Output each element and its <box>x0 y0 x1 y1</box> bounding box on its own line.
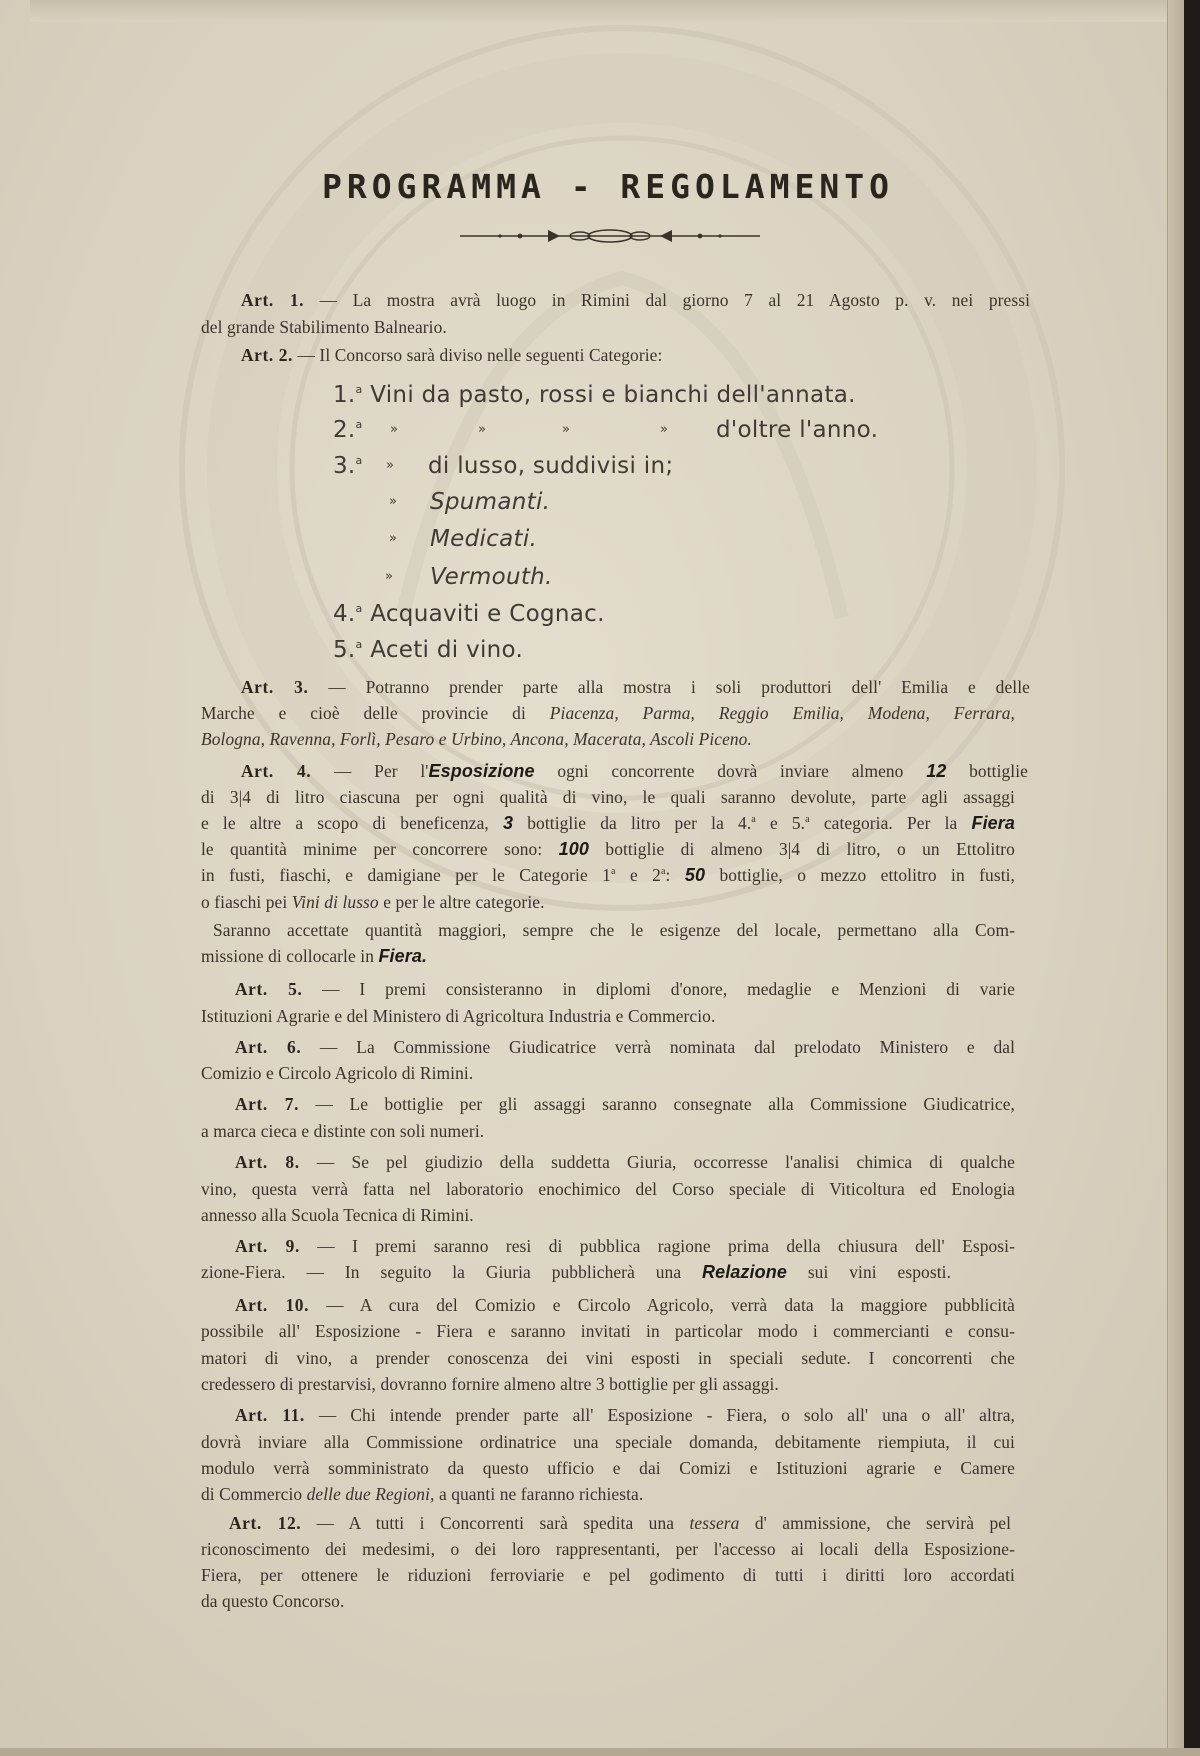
superscript: a <box>751 814 756 825</box>
art-4-text: categoria. Per la <box>823 813 958 833</box>
art-7-text: Le bottiglie per gli assaggi saranno consegnate alla Commissione Giudicatrice, <box>349 1094 1015 1114</box>
category-text: Aceti di vino. <box>370 637 524 663</box>
emphasis-relazione: Relazione <box>702 1262 787 1282</box>
ditto-mark: » <box>389 531 397 546</box>
article-label: Art. 10. <box>235 1295 310 1315</box>
art-4-text: bottiglie <box>969 761 1028 781</box>
art-4-text: e 5. <box>769 813 806 833</box>
category-3-sub-2: Medicati. <box>430 526 538 552</box>
article-label: Art. 9. <box>235 1236 300 1256</box>
art-8-text: Se pel giudizio della suddetta Giuria, occorresse l'analisi chimica di qualche <box>351 1152 1015 1172</box>
article-label: Art. 12. <box>229 1513 302 1533</box>
article-label: Art. 6. <box>235 1037 302 1057</box>
art-11-line-4 <box>201 1484 643 1504</box>
art-3-line-2 <box>201 703 1015 723</box>
superscript: a <box>355 418 363 431</box>
art-4-line-6 <box>201 892 545 912</box>
category-3-number <box>333 453 363 479</box>
art-4-text: bottiglie da litro per la 4. <box>527 813 752 833</box>
vini-di-lusso: Vini di lusso <box>291 892 379 912</box>
art-4-text: e per le altre categorie. <box>383 892 545 912</box>
art-4-text: e 2 <box>629 865 661 885</box>
category-3-text: di lusso, suddivisi in; <box>428 453 674 479</box>
art-9-line-2 <box>201 1262 951 1282</box>
ditto-mark: » <box>390 422 398 437</box>
superscript: a <box>355 638 363 651</box>
art-12-line-3: Fiera, per ottenere le riduzioni ferroviarie e pel godimento di tutti i diritti loro accordati <box>201 1565 1015 1585</box>
ditto-mark: » <box>386 458 394 473</box>
superscript: a <box>355 602 363 615</box>
dash: — <box>297 345 315 365</box>
category-number: 2. <box>333 417 356 443</box>
category-text: Vini da pasto, rossi e bianchi dell'annata. <box>370 382 856 408</box>
art-8-line-2: vino, questa verrà fatta nel laboratorio enochimico del Corso speciale di Viticoltura ed Enologia <box>201 1179 1015 1199</box>
category-2-number <box>333 417 363 443</box>
superscript: a <box>660 866 666 877</box>
art-1-line-2: del grande Stabilimento Balneario. <box>201 317 447 337</box>
art-5-line-1 <box>235 979 1015 999</box>
art-3-line-3: Bologna, Ravenna, Forlì, Pesaro e Urbino, Ancona, Macerata, Ascoli Piceno. <box>201 729 752 749</box>
article-label: Art. 4. <box>241 761 312 781</box>
art-3-text: Potranno prender parte alla mostra i soli produttori dell' Emilia e delle <box>365 677 1030 697</box>
art-10-line-1 <box>235 1295 1015 1315</box>
art-8-line-1 <box>235 1152 1015 1172</box>
superscript: a <box>355 383 363 396</box>
art-7-line-1 <box>235 1094 1015 1114</box>
article-label: Art. 1. <box>241 290 305 310</box>
art-11-line-2: dovrà inviare alla Commissione ordinatrice una speciale domanda, debitamente riempiuta, il cui <box>201 1432 1015 1452</box>
art-5-text: I premi consisteranno in diplomi d'onore, medaglie e Menzioni di varie <box>359 979 1015 999</box>
art-4-text: o fiaschi pei <box>201 892 288 912</box>
art-4-para-2-line-1: Saranno accettate quantità maggiori, sempre che le esigenze del locale, permettano alla Com- <box>213 920 1015 940</box>
article-label: Art. 2. <box>241 345 294 365</box>
dash: — <box>320 1037 338 1057</box>
art-12-text: d' ammissione, che servirà pel <box>754 1513 1011 1533</box>
article-label: Art. 7. <box>235 1094 300 1114</box>
article-label: Art. 8. <box>235 1152 300 1172</box>
dash: — <box>322 979 340 999</box>
category-2-text: d'oltre l'anno. <box>716 417 879 443</box>
art-4-line-1 <box>241 761 1028 781</box>
ditto-mark: » <box>660 422 668 437</box>
art-9-text: sui vini esposti. <box>807 1262 952 1282</box>
emphasis-number: 100 <box>558 839 590 859</box>
art-9-line-1 <box>235 1236 1015 1256</box>
art-2-text: Il Concorso sarà diviso nelle seguenti Categorie: <box>319 345 663 365</box>
emphasis-esposizione: Esposizione <box>428 761 535 781</box>
art-4-text: bottiglie, o mezzo ettolitro in fusti, <box>719 865 1016 885</box>
art-6-text: La Commissione Giudicatrice verrà nominata dal prelodato Ministero e dal <box>356 1037 1015 1057</box>
art-11-line-3: modulo verrà somministrato da questo ufficio e dai Comizi e Istituzioni agrarie e Camere <box>201 1458 1015 1478</box>
dash: — <box>315 1094 333 1114</box>
art-10-line-4: credessero di prestarvisi, dovranno fornire almeno altre 3 bottiglie per gli assaggi. <box>201 1374 779 1394</box>
art-7-line-2: a marca cieca e distinte con soli numeri. <box>201 1121 485 1141</box>
art-12-text: A tutti i Concorrenti sarà spedita una <box>348 1513 675 1533</box>
art-3-text: Marche e cioè delle provincie di <box>201 703 526 723</box>
category-3-sub-3: Vermouth. <box>430 564 553 590</box>
category-text: Acquaviti e Cognac. <box>370 601 605 627</box>
dash: — <box>317 1236 335 1256</box>
provinces-list: Piacenza, Parma, Reggio Emilia, Modena, Ferrara, <box>549 703 1015 723</box>
ditto-mark: » <box>385 569 393 584</box>
art-10-line-2: possibile all' Esposizione - Fiera e saranno invitati in particolar modo i commercianti e consu- <box>201 1321 1015 1341</box>
page-title: PROGRAMMA - REGOLAMENTO <box>322 167 894 206</box>
art-3-line-1 <box>241 677 1030 697</box>
art-12-line-1 <box>229 1513 1011 1533</box>
art-10-text: A cura del Comizio e Circolo Agricolo, verrà data la maggiore pubblicità <box>359 1295 1015 1315</box>
art-9-text: zione-Fiera. — In seguito la Giuria pubblicherà una <box>201 1262 682 1282</box>
art-11-text: Chi intende prender parte all' Esposizione - Fiera, o solo all' una o all' altra, <box>350 1405 1016 1425</box>
article-label: Art. 3. <box>241 677 309 697</box>
art-4-line-3 <box>201 813 1015 833</box>
art-4-text: missione di collocarle in <box>201 946 374 966</box>
art-4-line-4 <box>201 839 1015 859</box>
art-4-text: bottiglie di almeno 3|4 di litro, o un Ettolitro <box>605 839 1015 859</box>
art-6-line-1 <box>235 1037 1015 1057</box>
emphasis-fiera: Fiera <box>971 813 1016 833</box>
dash: — <box>326 1295 344 1315</box>
ditto-mark: » <box>389 494 397 509</box>
emphasis-number: 50 <box>684 865 706 885</box>
tessera: tessera <box>689 1513 740 1533</box>
art-1-text: La mostra avrà luogo in Rimini dal giorno 7 al 21 Agosto p. v. nei pressi <box>352 290 1030 310</box>
art-12-line-4: da questo Concorso. <box>201 1591 345 1611</box>
art-9-text: I premi saranno resi di pubblica ragione prima della chiusura dell' Esposi- <box>352 1236 1015 1256</box>
article-label: Art. 5. <box>235 979 303 999</box>
emphasis-number: 3 <box>502 813 514 833</box>
ornament-divider-icon <box>460 226 760 246</box>
superscript: a <box>355 454 363 467</box>
dash: — <box>316 1152 335 1172</box>
category-3-sub-1: Spumanti. <box>430 489 551 515</box>
dash: — <box>319 290 338 310</box>
category-1 <box>333 382 856 408</box>
art-11-line-1 <box>235 1405 1015 1425</box>
art-4-line-5 <box>201 865 1015 885</box>
category-number: 4. <box>333 601 356 627</box>
art-4-para-2-line-2 <box>201 946 427 966</box>
art-4-text: in fusti, fiaschi, e damigiane per le Categorie 1 <box>201 865 611 885</box>
delle-due-regioni: delle due Regioni, <box>306 1484 435 1504</box>
category-4 <box>333 601 605 627</box>
dash: — <box>318 1405 337 1425</box>
art-6-line-2: Comizio e Circolo Agricolo di Rimini. <box>201 1063 474 1083</box>
ditto-mark: » <box>478 422 486 437</box>
dash: — <box>328 677 346 697</box>
emphasis-fiera: Fiera. <box>378 946 428 966</box>
art-4-text: ogni concorrente dovrà inviare almeno <box>557 761 904 781</box>
ditto-mark: » <box>562 422 570 437</box>
art-10-line-3: matori di vino, a prender conoscenza dei vini esposti in speciali sedute. I concorrenti che <box>201 1348 1015 1368</box>
art-4-text: Per l' <box>374 761 429 781</box>
art-4-text: e le altre a scopo di beneficenza, <box>201 813 489 833</box>
art-12-line-2: riconoscimento dei medesimi, o dei loro rappresentanti, per l'accesso ai locali della Esposizione- <box>201 1539 1015 1559</box>
art-8-line-3: annesso alla Scuola Tecnica di Rimini. <box>201 1205 474 1225</box>
art-11-text: di Commercio <box>201 1484 303 1504</box>
emphasis-number: 12 <box>926 761 947 781</box>
art-4-text: : <box>665 865 671 885</box>
article-label: Art. 11. <box>235 1405 305 1425</box>
dash: — <box>333 761 352 781</box>
superscript: a <box>805 814 810 825</box>
superscript: a <box>610 866 616 877</box>
art-2-line-1 <box>241 345 662 365</box>
dash: — <box>316 1513 335 1533</box>
art-1-line-1 <box>241 290 1030 310</box>
art-4-text: le quantità minime per concorrere sono: <box>201 839 543 859</box>
art-11-text: a quanti ne faranno richiesta. <box>438 1484 644 1504</box>
category-5 <box>333 637 523 663</box>
art-4-line-2: di 3|4 di litro ciascuna per ogni qualità di vino, le quali saranno devolute, parte agli assaggi <box>201 787 1015 807</box>
category-number: 5. <box>333 637 356 663</box>
art-5-line-2: Istituzioni Agrarie e del Ministero di Agricoltura Industria e Commercio. <box>201 1006 716 1026</box>
category-number: 1. <box>333 382 356 408</box>
category-number: 3. <box>333 453 356 479</box>
